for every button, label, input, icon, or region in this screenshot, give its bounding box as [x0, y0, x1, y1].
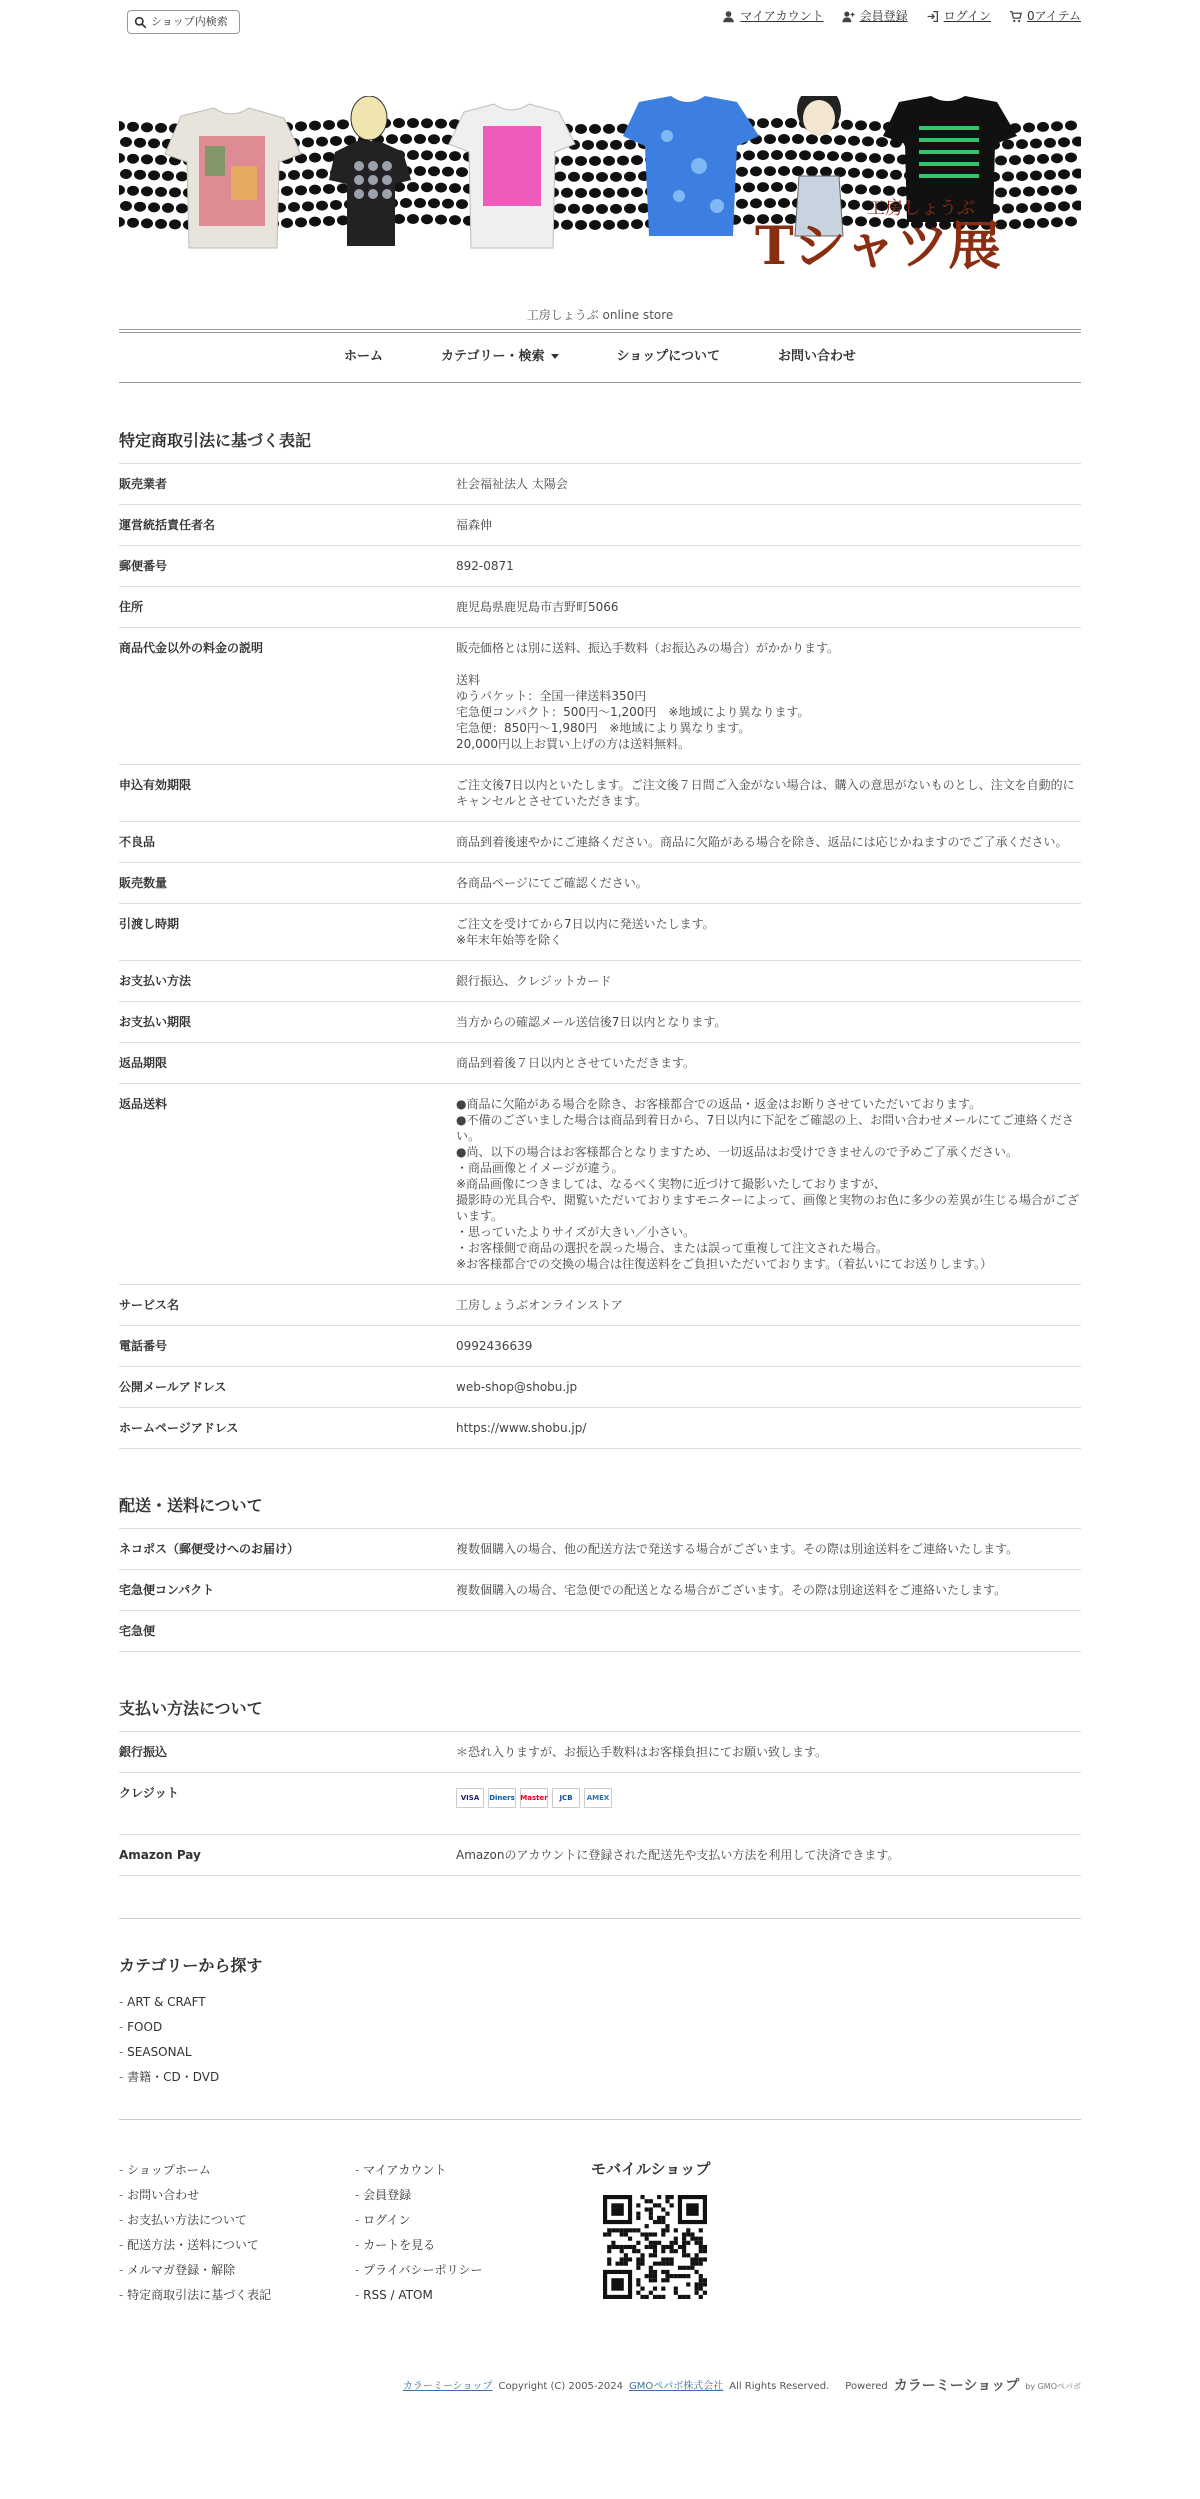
row-label: 返品送料 — [119, 1097, 168, 1111]
logo-big-text: Tシャツ展 — [755, 216, 1001, 277]
search-icon — [134, 16, 147, 29]
colorme-link[interactable]: カラーミーショップ — [402, 2380, 493, 2392]
footer-link[interactable]: - 会員登録 — [355, 2183, 591, 2208]
row-label: 返品期限 — [119, 1056, 168, 1070]
divider — [119, 1918, 1081, 1919]
row-label: 公開メールアドレス — [119, 1380, 227, 1394]
banner-illustration — [119, 96, 1081, 288]
row-label: Amazon Pay — [119, 1848, 201, 1862]
row-value: Amazonのアカウントに登録された配送先や支払い方法を利用して決済できます。 — [456, 1848, 900, 1862]
row-value: ご注文後7日以内といたします。ご注文後７日間ご入金がない場合は、購入の意思がないものとし、注文を自動的にキャンセルとさせていただきます。 — [456, 778, 1075, 808]
row-value: ●商品に欠陥がある場合を除き、お客様都合での返品・返金はお断りさせていただいております。 ●不備のございました場合は商品到着日から、7日以内に下記をご確認の上、お問い合わせメールにてご連絡ください。 ●尚、以下の場合はお客様都合となりますため、一切返品はお受けできませんので予めご了承ください。 ・商品画像とイメージが違う。 ※商品画像につきましては、なるべく実物に近づけて撮影いたしておりますが、 撮影時の光具合や、閲覧いただいておりますモニターによって、画像と実物のお色に多少の差異が生じる場合がございます。 ・思っていたよりサイズが大きい／小さい。 ・お客様側で商品の選択を誤った場合、または誤って重複して注文された場合。 ※お客様都合での交換の場合は往復送料をご負担いただいております。（着払いにてお送りします。） — [456, 1097, 1080, 1271]
footer-link[interactable]: - ログイン — [355, 2208, 591, 2233]
powered-text: Powered — [845, 2380, 888, 2392]
table-row — [119, 1529, 1081, 1570]
footer-links — [119, 2158, 1081, 2308]
row-value: https://www.shobu.jp/ — [456, 1421, 587, 1435]
row-value: ＊恐れ入りますが、お振込手数料はお客様負担にてお願い致します。 — [456, 1745, 828, 1759]
page — [119, 0, 1081, 2418]
row-value: 複数個購入の場合、宅急便での配送となる場合がございます。その際は別途送料をご連絡いたします。 — [456, 1583, 1007, 1597]
table-row — [119, 1285, 1081, 1326]
table-row — [119, 587, 1081, 628]
mobile-shop-title: モバイルショップ — [591, 2160, 711, 2178]
category-link[interactable]: - 書籍・CD・DVD — [119, 2065, 1081, 2090]
mobile-shop — [591, 2158, 710, 2308]
divider — [119, 2119, 1081, 2120]
card-logo-visa: VISA — [456, 1788, 484, 1808]
global-nav — [119, 333, 1081, 383]
shipping-title: 配送・送料について — [119, 1496, 1081, 1529]
footer-link[interactable]: - ショップホーム — [119, 2158, 355, 2183]
footer-link[interactable]: - お支払い方法について — [119, 2208, 355, 2233]
row-value: 商品到着後７日以内とさせていただきます。 — [456, 1056, 696, 1070]
search-label: ショップ内検索 — [151, 15, 228, 29]
card-logo-amex: AMEX — [584, 1788, 612, 1808]
payment-title: 支払い方法について — [119, 1699, 1081, 1732]
row-value: 0992436639 — [456, 1339, 533, 1353]
payment-table — [119, 1732, 1081, 1876]
login-label: ログイン — [943, 9, 992, 23]
footer-link[interactable]: - RSS / ATOM — [355, 2283, 591, 2308]
store-name: 工房しょうぶ online store — [526, 308, 674, 322]
row-value — [456, 1623, 1081, 1639]
register-link[interactable] — [842, 9, 908, 24]
category-link[interactable]: - ART & CRAFT — [119, 1990, 1081, 2015]
row-label: 販売業者 — [119, 477, 168, 491]
table-row — [119, 1732, 1081, 1773]
cart-label: 0アイテム — [1027, 9, 1081, 23]
nav-about-shop[interactable]: ショップについて — [616, 349, 720, 365]
row-label: 郵便番号 — [119, 559, 168, 573]
row-label: ネコポス（郵便受けへのお届け） — [119, 1542, 300, 1556]
category-list — [119, 1990, 1081, 2090]
footer-col-shop — [119, 2158, 355, 2308]
table-row — [119, 1084, 1081, 1285]
footer-link[interactable]: - 特定商取引法に基づく表記 — [119, 2283, 355, 2308]
row-label: 運営統括責任者名 — [119, 518, 216, 532]
row-value: 工房しょうぶオンラインストア — [456, 1298, 623, 1312]
gmo-link[interactable]: GMOペパボ株式会社 — [628, 2380, 724, 2392]
cart-link[interactable] — [1009, 9, 1081, 24]
table-row — [119, 765, 1081, 822]
tokutei-table — [119, 464, 1081, 1449]
row-label: 商品代金以外の料金の説明 — [119, 641, 264, 655]
row-label: お支払い期限 — [119, 1015, 192, 1029]
login-link[interactable] — [926, 9, 991, 24]
table-row — [119, 1570, 1081, 1611]
nav-category-search[interactable] — [441, 349, 558, 365]
row-label: 銀行振込 — [119, 1745, 168, 1759]
gmo-by-text: by GMOペパボ — [1025, 2381, 1081, 2391]
footer-link[interactable]: - 配送方法・送料について — [119, 2233, 355, 2258]
table-row — [119, 1835, 1081, 1876]
row-value: ご注文を受けてから7日以内に発送いたします。 ※年末年始等を除く — [456, 917, 715, 947]
table-row — [119, 904, 1081, 961]
row-label: 引渡し時期 — [119, 917, 180, 931]
row-label: 販売数量 — [119, 876, 168, 890]
colorme-logo[interactable]: カラーミーショップ — [893, 2378, 1020, 2394]
row-value: 892-0871 — [456, 559, 514, 573]
row-label: サービス名 — [119, 1298, 180, 1312]
cart-icon — [1009, 10, 1022, 23]
category-link[interactable]: - FOOD — [119, 2015, 1081, 2040]
row-value — [456, 1785, 1081, 1822]
row-label: クレジット — [119, 1786, 179, 1800]
user-icon — [722, 10, 735, 23]
table-row — [119, 464, 1081, 505]
tokutei-title: 特定商取引法に基づく表記 — [119, 431, 1081, 464]
row-value: 商品到着後速やかにご連絡ください。商品に欠陥がある場合を除き、返品には応じかねますのでご了承ください。 — [456, 835, 1068, 849]
register-label: 会員登録 — [859, 9, 908, 23]
footer-col-account — [355, 2158, 591, 2308]
credit-card-logos — [456, 1788, 1081, 1808]
row-value: 各商品ページにてご確認ください。 — [456, 876, 648, 890]
footer-link[interactable]: - プライバシーポリシー — [355, 2258, 591, 2283]
shipping-table — [119, 1529, 1081, 1652]
footer-link[interactable]: - お問い合わせ — [119, 2183, 355, 2208]
table-row — [119, 546, 1081, 587]
my-account-link[interactable] — [722, 9, 823, 24]
caret-down-icon — [551, 354, 559, 359]
row-label: 申込有効期限 — [119, 778, 192, 792]
nav-category-label: カテゴリー・検索 — [441, 349, 545, 365]
table-row — [119, 1002, 1081, 1043]
row-label: ホームページアドレス — [119, 1421, 239, 1435]
row-value: 当方からの確認メール送信後7日以内となります。 — [456, 1015, 727, 1029]
logo-small-text: 工房しょうぶ — [867, 198, 975, 219]
top-bar — [119, 0, 1081, 36]
row-value: 福森伸 — [456, 518, 493, 532]
account-links — [722, 9, 1081, 24]
login-icon — [926, 10, 939, 23]
shop-banner[interactable] — [119, 96, 1081, 288]
qr-code-icon — [603, 2195, 707, 2299]
table-row — [119, 1367, 1081, 1408]
category-title: カテゴリーから探す — [119, 1956, 263, 1975]
table-row — [119, 1326, 1081, 1367]
footer-link[interactable]: - マイアカウント — [355, 2158, 591, 2183]
nav-home[interactable]: ホーム — [344, 349, 384, 365]
footer-link[interactable]: - カートを見る — [355, 2233, 591, 2258]
row-value: 社会福祉法人 太陽会 — [456, 477, 568, 491]
card-logo-master: Master — [520, 1788, 548, 1808]
row-value: 鹿児島県鹿児島市吉野町5066 — [456, 600, 619, 614]
table-row — [119, 822, 1081, 863]
footer-link[interactable]: - メルマガ登録・解除 — [119, 2258, 355, 2283]
row-label: お支払い方法 — [119, 974, 192, 988]
card-logo-jcb: JCB — [552, 1788, 580, 1808]
copyright-text: Copyright (C) 2005-2024 — [498, 2380, 623, 2392]
row-label: 不良品 — [119, 835, 156, 849]
table-row — [119, 961, 1081, 1002]
table-row — [119, 1611, 1081, 1652]
nav-contact[interactable]: お問い合わせ — [777, 349, 856, 365]
table-row — [119, 1408, 1081, 1449]
row-label: 住所 — [119, 600, 144, 614]
shop-search-button[interactable] — [127, 10, 240, 34]
row-value: 販売価格とは別に送料、振込手数料（お振込みの場合）がかかります。 送料 ゆうパケット：全国一律送料350円 宅急便コンパクト：500円〜1,200円 ※地域により異なります。 宅急便：850円〜1,980円 ※地域により異なります。 20,000円以上お買い上げの方は送料無料。 — [456, 641, 840, 751]
card-logo-diners: Diners — [488, 1788, 516, 1808]
table-row — [119, 1043, 1081, 1084]
row-label: 電話番号 — [119, 1339, 168, 1353]
table-row — [119, 1773, 1081, 1835]
my-account-label: マイアカウント — [740, 9, 824, 23]
table-row — [119, 628, 1081, 765]
table-row — [119, 863, 1081, 904]
rights-text: All Rights Reserved. — [729, 2380, 830, 2392]
copyright — [403, 2378, 1081, 2396]
row-value: 銀行振込、クレジットカード — [456, 974, 612, 988]
table-row — [119, 505, 1081, 546]
category-link[interactable]: - SEASONAL — [119, 2040, 1081, 2065]
row-label: 宅急便 — [119, 1624, 156, 1638]
row-label: 宅急便コンパクト — [119, 1583, 215, 1597]
row-value: web-shop@shobu.jp — [456, 1380, 578, 1394]
row-value: 複数個購入の場合、他の配送方法で発送する場合がございます。その際は別途送料をご連絡いたします。 — [456, 1542, 1019, 1556]
user-plus-icon — [842, 10, 855, 23]
